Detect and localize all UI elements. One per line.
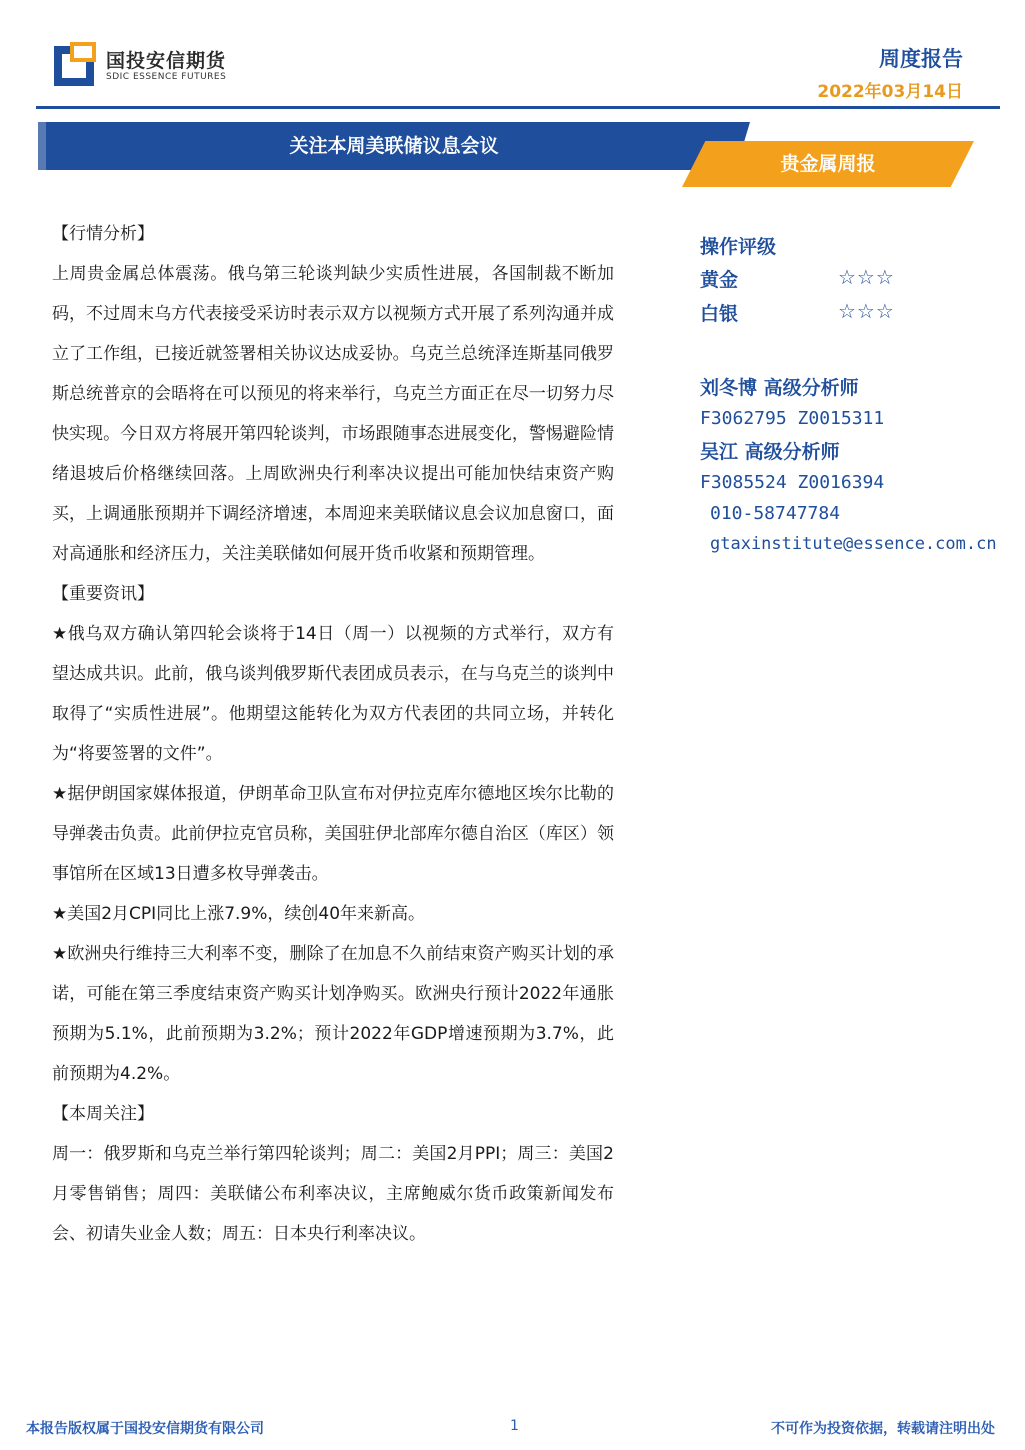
footer-disclaimer: 不可作为投资依据，转载请注明出处 xyxy=(771,1421,995,1437)
rating-stars-icon: ☆☆☆ xyxy=(838,299,895,323)
logo-chinese-name: 国投安信期货 xyxy=(106,50,227,72)
main-content xyxy=(52,214,614,1254)
analyst-name: 吴江 高级分析师 xyxy=(700,441,840,463)
category-tag-label: 贵金属周报 xyxy=(780,153,876,175)
company-logo xyxy=(54,42,234,86)
news-item: ★欧洲央行维持三大利率不变，删除了在加息不久前结束资产购买计划的承诺，可能在第三季度结束资产购买计划净购买。欧洲央行预计2022年通胀预期为5.1%，此前预期为3.2%；预计2022年GDP增速预期为3.7%，此前预期为4.2%。 xyxy=(52,944,614,1084)
logo-mark-icon xyxy=(54,42,98,86)
report-type: 周度报告 xyxy=(879,47,963,71)
rating-row-gold xyxy=(700,259,1020,293)
logo-english-name: SDIC ESSENCE FUTURES xyxy=(106,72,227,82)
rating-label: 操作评级 xyxy=(700,236,777,258)
analyst-name: 刘冬博 高级分析师 xyxy=(700,377,859,399)
section-heading-market: 【行情分析】 xyxy=(52,224,154,244)
news-item: ★美国2月CPI同比上涨7.9%，续创40年来新高。 xyxy=(52,904,426,924)
footer-copyright: 本报告版权属于国投安信期货有限公司 xyxy=(26,1421,264,1437)
analyst-license: F3085524 Z0016394 xyxy=(700,472,885,493)
sidebar xyxy=(700,232,1020,554)
news-item: ★据伊朗国家媒体报道，伊朗革命卫队宣布对伊拉克库尔德地区埃尔比勒的导弹袭击负责。此前伊拉克官员称，美国驻伊北部库尔德自治区（库区）领事馆所在区域13日遭多枚导弹袭击。 xyxy=(52,784,614,884)
contact-phone: 010-58747784 xyxy=(710,503,841,524)
page-number: 1 xyxy=(510,1418,519,1434)
week-focus-text: 周一：俄罗斯和乌克兰举行第四轮谈判；周二：美国2月PPI；周三：美国2月零售销售；周四：美联储公布利率决议，主席鲍威尔货币政策新闻发布会、初请失业金人数；周五：日本央行利率决议。 xyxy=(52,1144,614,1244)
rating-row-silver xyxy=(700,293,1020,327)
rating-name: 黄金 xyxy=(700,269,739,291)
analyst-license: F3062795 Z0015311 xyxy=(700,408,885,429)
news-item: ★俄乌双方确认第四轮会谈将于14日（周一）以视频的方式举行，双方有望达成共识。此前，俄乌谈判俄罗斯代表团成员表示，在与乌克兰的谈判中取得了“实质性进展”。他期望这能转化为双方代表团的共同立场，并转化为“将要签署的文件”。 xyxy=(52,624,614,764)
section-heading-week: 【本周关注】 xyxy=(52,1104,154,1124)
rating-name: 白银 xyxy=(700,303,739,325)
report-title: 关注本周美联储议息会议 xyxy=(289,135,499,157)
rating-stars-icon: ☆☆☆ xyxy=(838,265,895,289)
market-analysis-text: 上周贵金属总体震荡。俄乌第三轮谈判缺少实质性进展，各国制裁不断加码，不过周末乌方代表接受采访时表示双方以视频方式开展了系列沟通并成立了工作组，已接近就签署相关协议达成妥协。乌克兰总统泽连斯基同俄罗斯总统普京的会晤将在可以预见的将来举行，乌克兰方面正在尽一切努力尽快实现。今日双方将展开第四轮谈判，市场跟随事态进展变化，警惕避险情绪退坡后价格继续回落。上周欧洲央行利率决议提出可能加快结束资产购买，上调通胀预期并下调经济增速，本周迎来美联储议息会议加息窗口，面对高通胀和经济压力，关注美联储如何展开货币收紧和预期管理。 xyxy=(52,264,614,564)
contact-email[interactable]: gtaxinstitute@essence.com.cn xyxy=(710,534,997,554)
section-heading-news: 【重要资讯】 xyxy=(52,584,154,604)
report-date: 2022年03月14日 xyxy=(817,82,963,102)
header-divider xyxy=(36,106,1000,109)
